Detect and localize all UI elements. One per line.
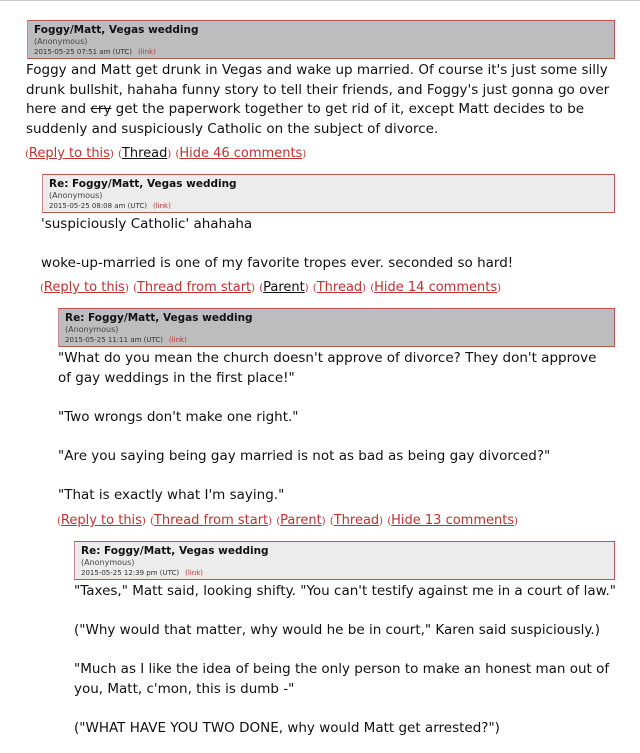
comment-body: "Taxes," Matt said, looking shifty. "You can't testify against me in a court of law." ("Why would that matter, why would he be in court," Karen said suspiciously.) "Much as I like the idea of being the only person to make an honest man out of you, Matt, c'mon, this is dumb -" ("WHAT HAVE YOU TWO DONE, why would Matt get arrested?")	[74, 583, 616, 736]
hide-comments-link[interactable]: Hide 46 comments	[179, 146, 303, 161]
comment-date: 2015-05-25 12:39 pm (UTC) (link)	[81, 569, 203, 577]
struck-text: cry	[90, 101, 112, 117]
comment-link[interactable]: (link)	[152, 202, 171, 210]
comment-subject: Re: Foggy/Matt, Vegas wedding	[65, 312, 253, 324]
hide-comments-link[interactable]: Hide 13 comments	[391, 513, 515, 528]
comment-subject: Re: Foggy/Matt, Vegas wedding	[81, 545, 269, 557]
comment-header	[58, 308, 615, 347]
thread-link[interactable]: Thread	[316, 280, 363, 295]
hide-comments-link[interactable]: Hide 14 comments	[374, 280, 498, 295]
comment-link[interactable]: (link)	[137, 48, 156, 56]
comment-poster: (Anonymous)	[81, 558, 135, 567]
thread-from-start-link[interactable]: Thread from start	[136, 280, 252, 295]
comment-date: 2015-05-25 11:11 am (UTC) (link)	[65, 336, 187, 344]
comment-poster: (Anonymous)	[34, 37, 88, 46]
comment-header	[42, 174, 615, 213]
thread-link[interactable]: Thread	[121, 146, 168, 161]
parent-link[interactable]: Parent	[263, 280, 305, 295]
comment-header	[27, 20, 615, 59]
comment-actions: (Reply to this) (Thread from start) (Parent) (Thread) (Hide 14 comments)	[40, 280, 502, 295]
top-divider	[0, 0, 640, 14]
parent-link[interactable]: Parent	[280, 513, 322, 528]
comment-poster: (Anonymous)	[65, 325, 119, 334]
comment-date: 2015-05-25 08:08 am (UTC) (link)	[49, 202, 171, 210]
reply-link[interactable]: Reply to this	[43, 280, 125, 295]
comment-header	[74, 541, 615, 580]
thread-link[interactable]: Thread	[333, 513, 380, 528]
comment-subject: Foggy/Matt, Vegas wedding	[34, 24, 199, 36]
comment-body: "What do you mean the church doesn't approve of divorce? They don't approve of gay weddings in the first place!" "Two wrongs don't make one right." "Are you saying being gay married is not as bad as being gay divorced?" "That is exactly what I'm saying."	[58, 350, 597, 503]
comment-body: Foggy and Matt get drunk in Vegas and wake up married. Of course it's just some silly drunk bullshit, hahaha funny story to tell their friends, and Foggy's just gonna go over here and cry get the paperwork together to get rid of it, except Matt decides to be suddenly and suspiciously Catholic on the subject of divorce.	[26, 62, 610, 137]
reply-link[interactable]: Reply to this	[28, 146, 110, 161]
comment-actions: (Reply to this) (Thread) (Hide 46 comments)	[25, 146, 307, 161]
reply-link[interactable]: Reply to this	[60, 513, 142, 528]
comment-body: 'suspiciously Catholic' ahahaha woke-up-married is one of my favorite tropes ever. seconded so hard!	[41, 216, 514, 271]
comment-subject: Re: Foggy/Matt, Vegas wedding	[49, 178, 237, 190]
comment-link[interactable]: (link)	[185, 569, 203, 577]
comment-link[interactable]: (link)	[168, 336, 187, 344]
comment-date: 2015-05-25 07:51 am (UTC) (link)	[34, 48, 156, 56]
thread-from-start-link[interactable]: Thread from start	[153, 513, 269, 528]
comment-actions: (Reply to this) (Thread from start) (Parent) (Thread) (Hide 13 comments)	[57, 513, 519, 528]
comment-poster: (Anonymous)	[49, 191, 103, 200]
